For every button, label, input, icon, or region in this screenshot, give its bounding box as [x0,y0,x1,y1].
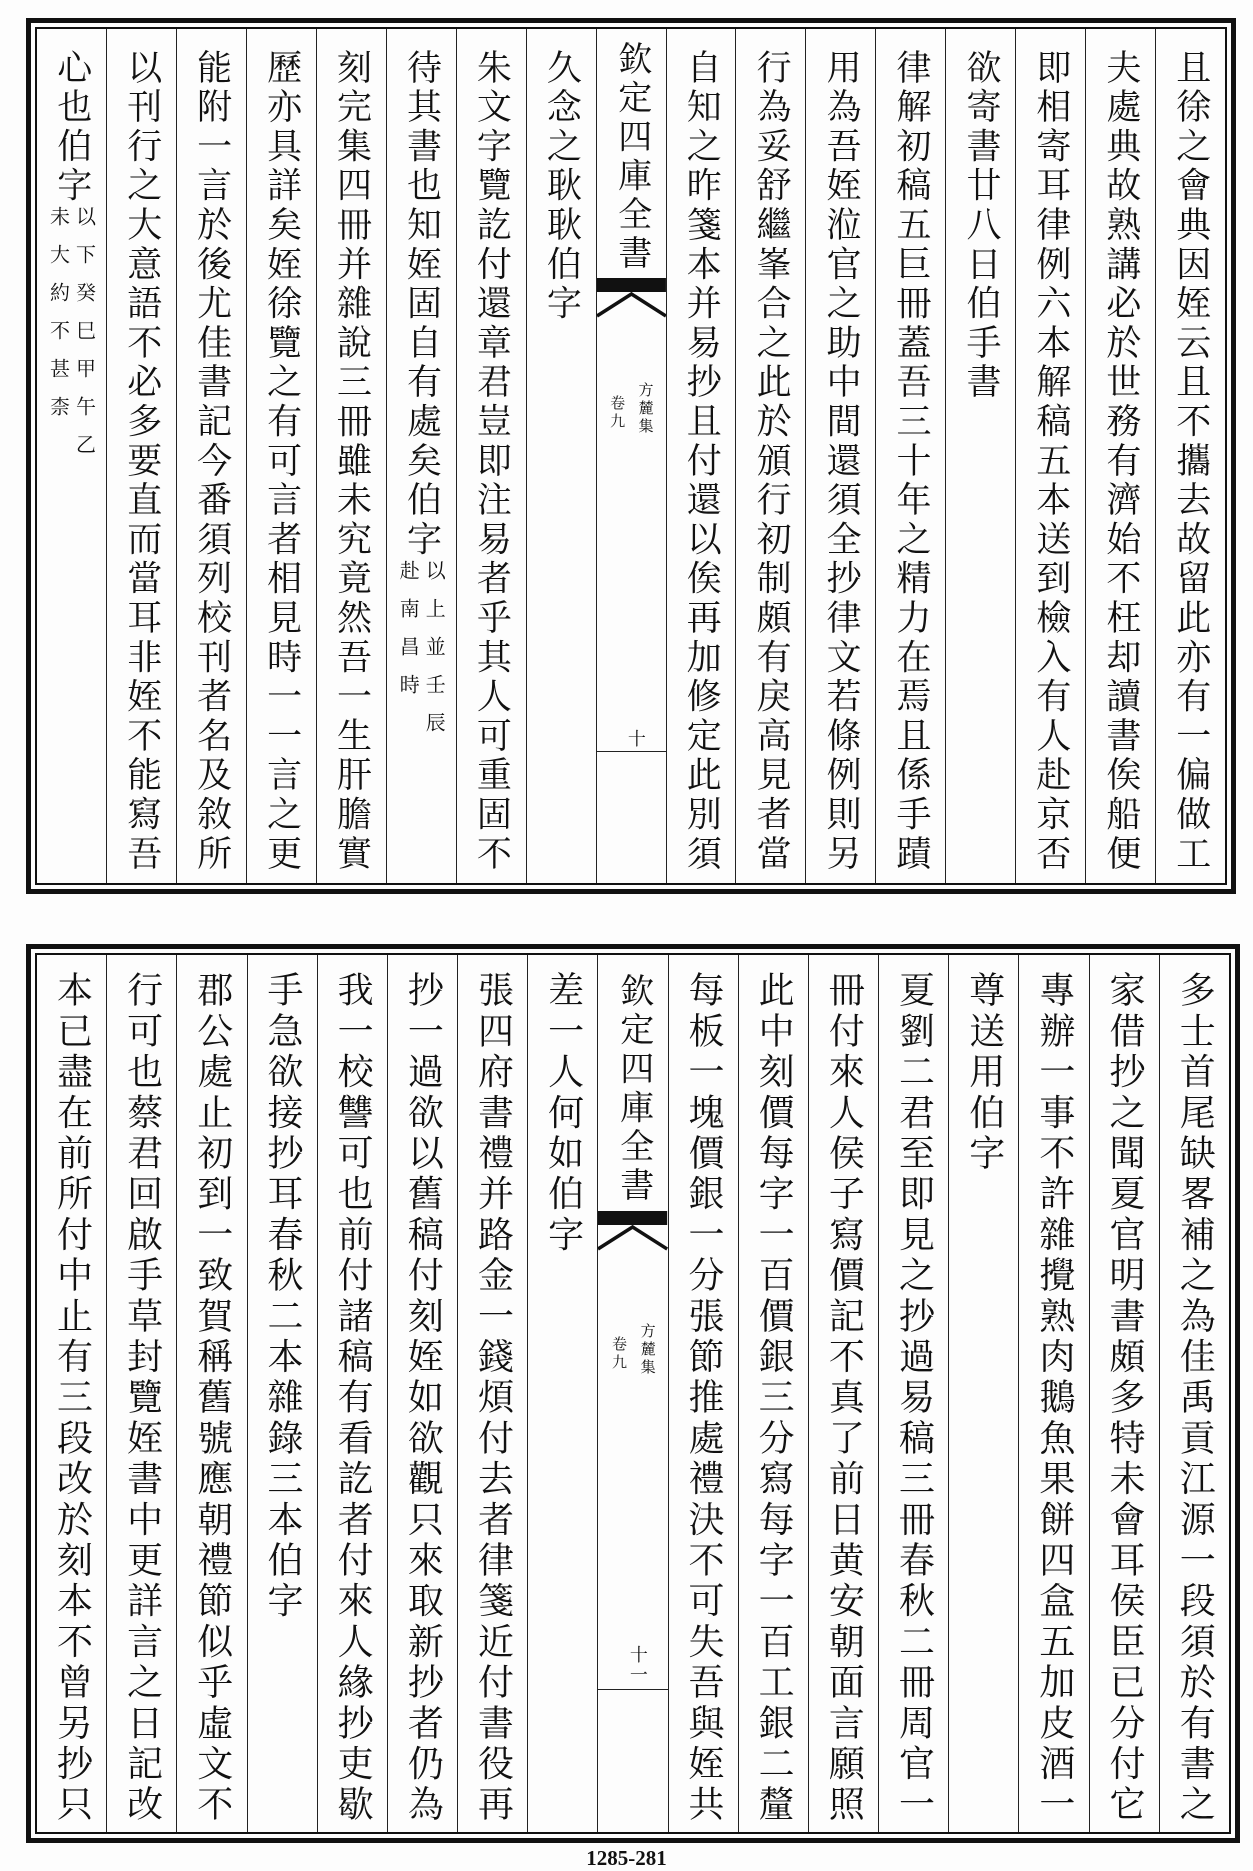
text-column [735,29,805,883]
text-column [247,955,317,1832]
text-column [948,955,1018,1832]
text-column [387,955,457,1832]
annotation-note [395,560,447,750]
page-code: 1285-281 [586,1846,667,1870]
column-text: 夫處典故熟講必於世務有濟始不枉却讀書俟船便 [1100,49,1141,875]
leaf-rule [598,1689,667,1690]
text-column [1089,955,1159,1832]
text-column [1015,29,1085,883]
text-column [1159,955,1229,1832]
leaf-number: 十 [624,729,646,749]
annotation-line-right: 以上並壬辰 [422,559,447,750]
column-text: 家借抄之聞夏官明書頗多特未會耳侯臣已分付它 [1104,971,1146,1826]
column-text: 抄一過欲以舊稿付刻姪如欲觀只來取新抄者仍為 [402,971,444,1826]
column-text: 心也伯字 [51,49,92,207]
column-text: 欲寄書廿八日伯手書 [960,49,1001,403]
column-text: 郡公處止初到一致賀稱舊號應朝禮節似乎虛文不 [191,971,233,1826]
leaf-number: 十一 [626,1645,648,1685]
annotation-line-left: 赴南昌時 [396,559,421,712]
text-column [37,29,106,883]
text-column [246,29,316,883]
column-text: 專辦一事不許雜攪熟肉鵝魚果餅四盒五加皮酒一 [1033,971,1075,1826]
column-text: 冊付來人侯子寫價記不真了前日黄安朝面言願照 [823,971,865,1826]
banner-title: 欽定四庫全書 [611,41,652,274]
column-text: 手急欲接抄耳春秋二本雜錄三本伯字 [261,971,303,1623]
center-banner [596,29,666,883]
book-title: 方麓集 [636,382,655,436]
text-column [1085,29,1155,883]
text-column [805,29,875,883]
center-banner [597,955,667,1832]
column-text: 尊送用伯字 [963,971,1005,1175]
column-text: 此中刻價每字一百價銀三分寫每字一百工銀二釐 [753,971,795,1826]
text-column [386,29,456,883]
lower-page-panel [26,944,1240,1843]
text-column [457,955,527,1832]
fishtail-mark-icon [597,278,666,318]
page-frame [35,953,1231,1834]
column-text: 且徐之會典因姪云且不攜去故留此亦有一偏做工 [1170,49,1211,875]
column-text: 用為吾姪涖官之助中間還須全抄律文若條例則另 [821,49,862,875]
banner-title: 欽定四庫全書 [613,973,654,1206]
column-text: 多士首尾缺畧補之為佳禹貢江源一段須於有書之 [1174,971,1216,1826]
page-frame [35,27,1227,885]
column-text: 朱文字覽訖付還章君豈即注易者乎其人可重固不 [471,49,512,875]
column-text: 待其書也知姪固自有處矣伯字 [401,49,442,560]
text-column [666,29,736,883]
column-text: 歷亦具詳矣姪徐覽之有可言者相見時一一言之更 [261,49,302,875]
text-column [317,955,387,1832]
text-column [527,955,597,1832]
text-column [1018,955,1088,1832]
text-column [106,29,176,883]
column-text: 夏劉二君至即見之抄過易稿三冊春秋二冊周官一 [893,971,935,1826]
text-column [456,29,526,883]
fishtail-mark-icon [598,1211,667,1251]
column-text: 久念之耿耿伯字 [541,49,582,325]
column-text: 張四府書禮并路金一錢煩付去者律箋近付書役再 [472,971,514,1826]
column-text: 刻完集四冊并雜說三冊雖未究竟然吾一生肝膽實 [331,49,372,875]
column-text: 即相寄耳律例六本解稿五本送到檢入有人赴京否 [1030,49,1071,875]
text-column [37,955,106,1832]
leaf-rule [597,751,666,752]
upper-page-panel [26,18,1236,894]
text-column [106,955,176,1832]
column-text: 律解初稿五巨冊蓋吾三十年之精力在焉且係手蹟 [891,49,932,875]
column-text: 差一人何如伯字 [542,971,584,1256]
column-text: 每板一塊價銀一分張節推處禮決不可失吾與姪共 [683,971,724,1826]
annotation-note [46,206,98,472]
volume-number: 卷九 [608,395,627,431]
column-text: 行可也蔡君回啟手草封覽姪書中更詳言之日記改 [121,971,163,1826]
text-column [176,955,246,1832]
annotation-line-left: 未大約不甚柰 [46,206,71,435]
book-title: 方麓集 [638,1323,657,1377]
text-column [1155,29,1225,883]
column-text: 能附一言於後尤佳書記今番須列校刊者名及敘所 [191,49,232,875]
text-column [945,29,1015,883]
column-text: 自知之昨箋本并易抄且付還以俟再加修定此別須 [681,49,722,875]
text-column [738,955,808,1832]
text-column [316,29,386,883]
text-column [875,29,945,883]
column-text: 以刊行之大意語不必多要直而當耳非姪不能寫吾 [121,49,162,875]
annotation-line-right: 以下癸巳甲午乙 [72,206,97,473]
text-column [526,29,596,883]
text-column [878,955,948,1832]
text-column [668,955,738,1832]
column-text: 行為妥舒繼峯合之此於頒行初制頗有戾高見者當 [751,49,792,875]
text-column [808,955,878,1832]
column-text: 我一校讐可也前付諸稿有看訖者付來人緣抄吏歇 [332,971,374,1826]
text-column [176,29,246,883]
volume-number: 卷九 [609,1336,628,1372]
column-text: 本已盡在前所付中止有三段改於刻本不曾另抄只 [51,971,93,1826]
